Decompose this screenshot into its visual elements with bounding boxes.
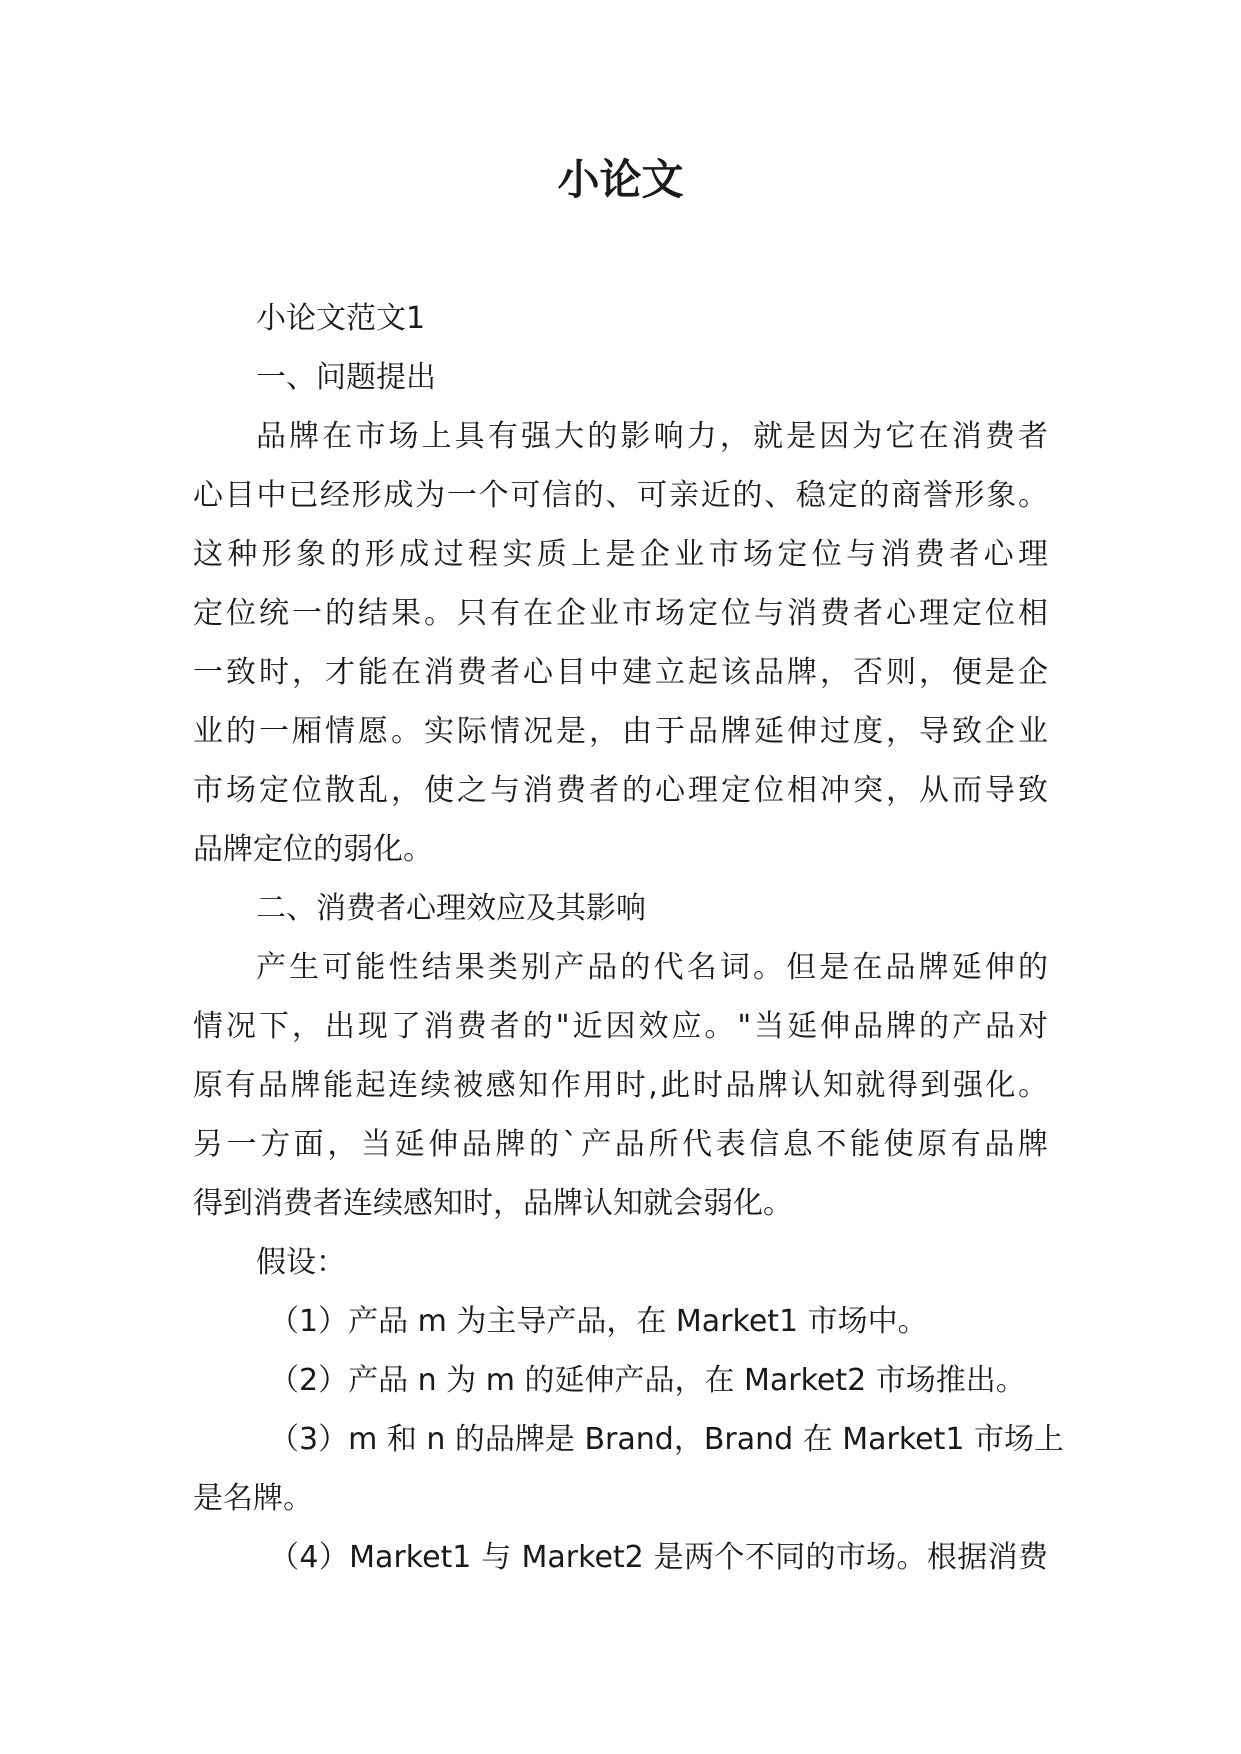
paragraph-line: 一致时，才能在消费者心目中建立起该品牌，否则，便是企 bbox=[193, 655, 1048, 690]
page-title: 小论文 bbox=[557, 155, 684, 204]
paragraph-line: 市场定位散乱，使之与消费者的心理定位相冲突，从而导致 bbox=[193, 773, 1048, 808]
paragraph-line: 业的一厢情愿。实际情况是，由于品牌延伸过度，导致企业 bbox=[193, 714, 1048, 749]
paragraph-line: 另一方面，当延伸品牌的`产品所代表信息不能使原有品牌 bbox=[193, 1127, 1048, 1162]
list-item: （1）产品 m 为主导产品，在 Market1 市场中。 bbox=[269, 1304, 928, 1339]
paragraph-line: 得到消费者连续感知时，品牌认知就会弱化。 bbox=[193, 1186, 793, 1221]
paragraph-line: 产生可能性结果类别产品的代名词。但是在品牌延伸的 bbox=[256, 950, 1048, 985]
paragraph-line: 心目中已经形成为一个可信的、可亲近的、稳定的商誉形象。 bbox=[193, 478, 1048, 513]
document-body bbox=[193, 289, 1064, 1587]
section-heading: 小论文范文1 bbox=[256, 301, 426, 336]
paragraph-line: 定位统一的结果。只有在企业市场定位与消费者心理定位相 bbox=[193, 596, 1048, 631]
list-item-continuation: 是名牌。 bbox=[193, 1481, 313, 1516]
paragraph-line: 品牌在市场上具有强大的影响力，就是因为它在消费者 bbox=[256, 419, 1048, 454]
paragraph-line: 情况下，出现了消费者的"近因效应。"当延伸品牌的产品对 bbox=[193, 1009, 1048, 1044]
section-heading: 一、问题提出 bbox=[256, 360, 436, 395]
paragraph-line: 品牌定位的弱化。 bbox=[193, 832, 433, 867]
list-item: （2）产品 n 为 m 的延伸产品，在 Market2 市场推出。 bbox=[269, 1363, 1026, 1398]
list-item: （4）Market1 与 Market2 是两个不同的市场。根据消费 bbox=[269, 1540, 1048, 1575]
paragraph-line: 这种形象的形成过程实质上是企业市场定位与消费者心理 bbox=[193, 537, 1048, 572]
section-heading: 二、消费者心理效应及其影响 bbox=[256, 891, 646, 926]
paragraph-line: 原有品牌能起连续被感知作用时,此时品牌认知就得到强化。 bbox=[193, 1068, 1048, 1103]
list-item: （3）m 和 n 的品牌是 Brand，Brand 在 Market1 市场上 bbox=[269, 1422, 1064, 1457]
paragraph-line: 假设： bbox=[256, 1245, 346, 1280]
